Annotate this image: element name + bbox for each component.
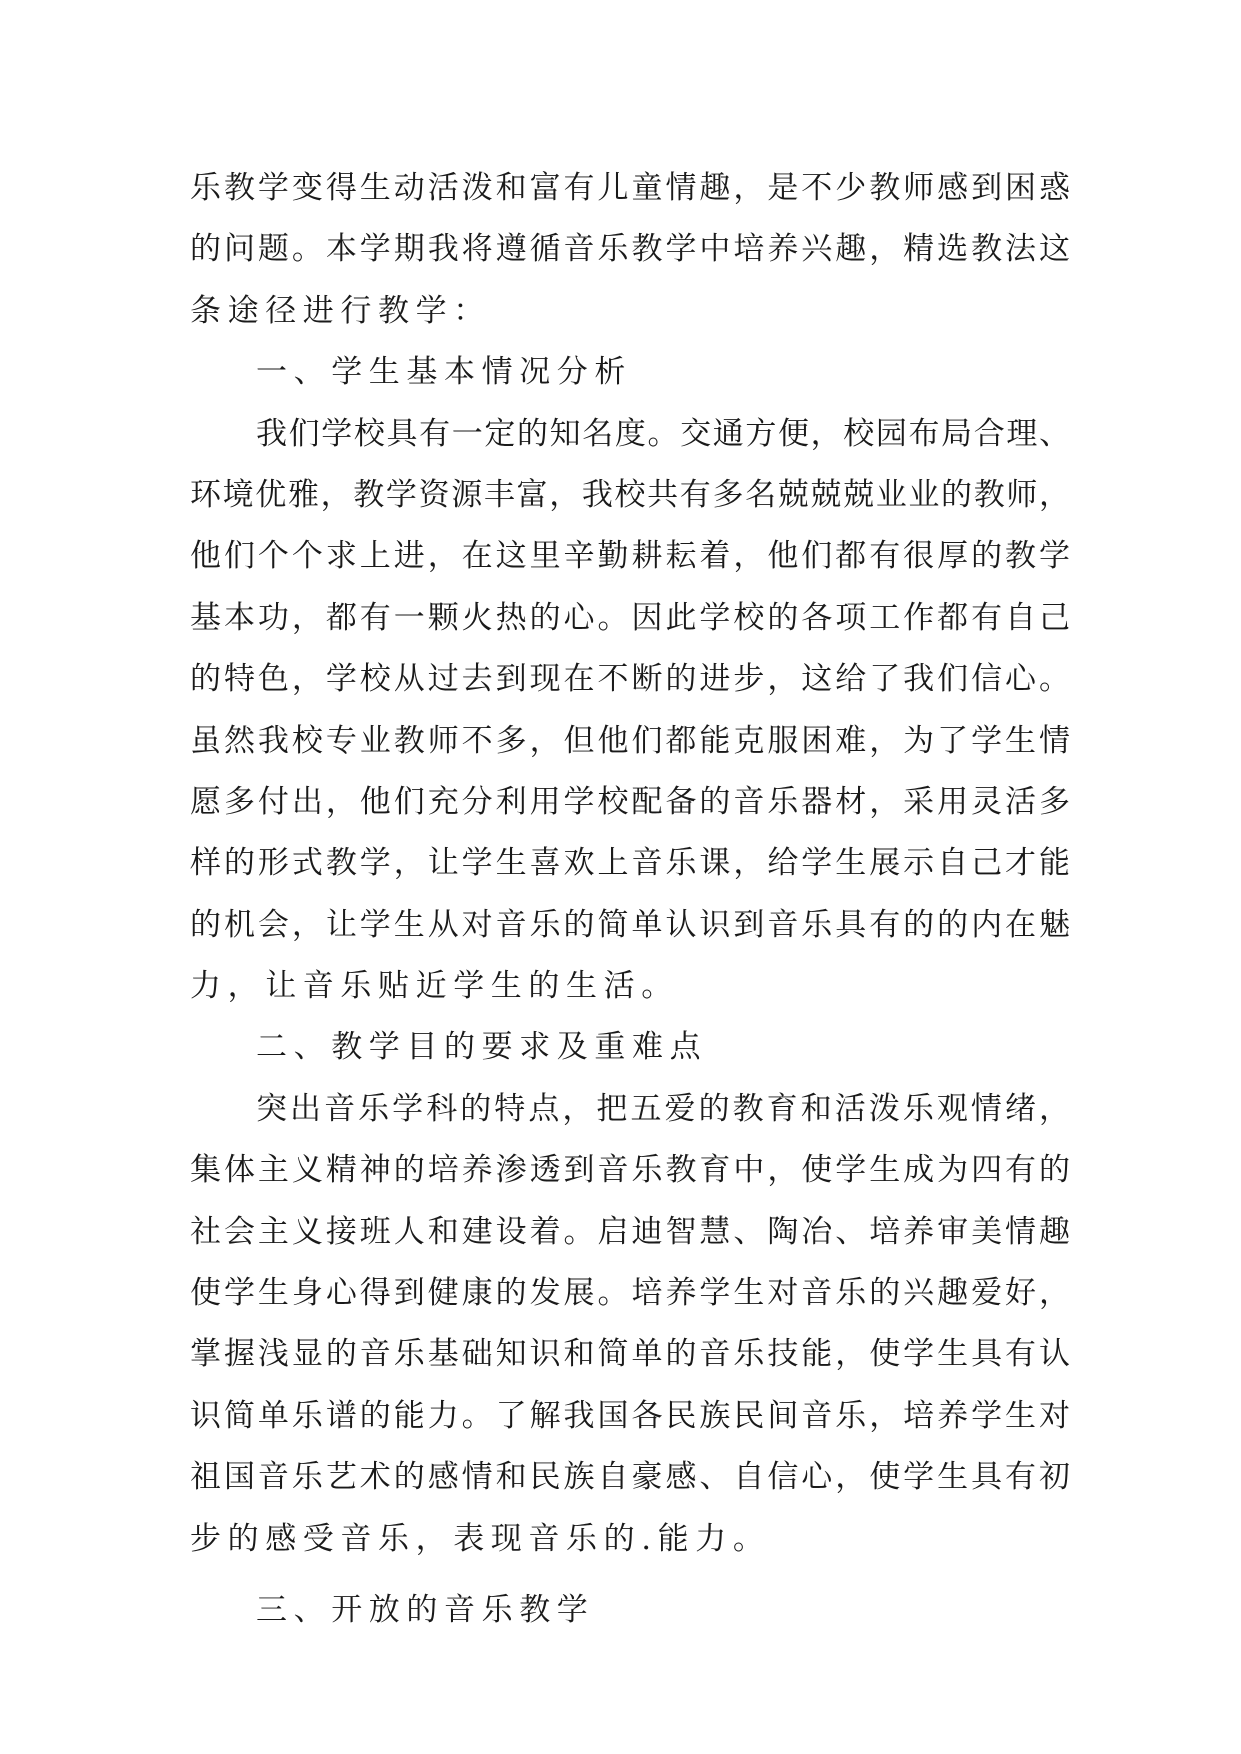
text-line: 乐教学变得生动活泼和富有儿童情趣，是不少教师感到困惑 — [190, 170, 1070, 206]
text-line: 突出音乐学科的特点，把五爱的教育和活泼乐观情绪， — [256, 1090, 1070, 1127]
text-line: 掌握浅显的音乐基础知识和简单的音乐技能，使学生具有认 — [190, 1336, 1070, 1373]
text-line: 愿多付出，他们充分利用学校配备的音乐器材，采用灵活多 — [190, 783, 1070, 820]
text-line: 条途径进行教学： — [190, 292, 491, 329]
section-heading-1: 一、学生基本情况分析 — [256, 354, 632, 391]
body-text — [190, 158, 1070, 1641]
text-line: 集体主义精神的培养渗透到音乐教育中，使学生成为四有的 — [190, 1152, 1070, 1189]
section-heading-2: 二、教学目的要求及重难点 — [256, 1029, 708, 1066]
text-line: 祖国音乐艺术的感情和民族自豪感、自信心，使学生具有初 — [190, 1459, 1070, 1496]
text-line: 社会主义接班人和建设着。启迪智慧、陶冶、培养审美情趣 — [190, 1213, 1070, 1250]
text-line: 力，让音乐贴近学生的生活。 — [190, 968, 679, 1005]
text-line: 的特色，学校从过去到现在不断的进步，这给了我们信心。 — [190, 661, 1070, 698]
text-line: 样的形式教学，让学生喜欢上音乐课，给学生展示自己才能 — [190, 845, 1070, 882]
text-line: 的问题。本学期我将遵循音乐教学中培养兴趣，精选教法这 — [190, 231, 1070, 268]
text-line: 他们个个求上进，在这里辛勤耕耘着，他们都有很厚的教学 — [190, 538, 1070, 575]
text-line: 步的感受音乐，表现音乐的.能力。 — [190, 1520, 771, 1557]
text-line: 虽然我校专业教师不多，但他们都能克服困难，为了学生情 — [190, 722, 1070, 759]
text-line: 识简单乐谱的能力。了解我国各民族民间音乐，培养学生对 — [190, 1397, 1070, 1434]
text-line: 环境优雅，教学资源丰富，我校共有多名兢兢兢业业的教师， — [190, 476, 1070, 513]
text-line: 基本功，都有一颗火热的心。因此学校的各项工作都有自己 — [190, 599, 1070, 636]
text-line: 的机会，让学生从对音乐的简单认识到音乐具有的的内在魅 — [190, 906, 1070, 943]
paragraph-gap — [190, 1570, 1070, 1580]
text-line: 我们学校具有一定的知名度。交通方便，校园布局合理、 — [256, 415, 1070, 452]
section-heading-3: 三、开放的音乐教学 — [256, 1591, 595, 1628]
text-line: 使学生身心得到健康的发展。培养学生对音乐的兴趣爱好， — [190, 1275, 1070, 1312]
